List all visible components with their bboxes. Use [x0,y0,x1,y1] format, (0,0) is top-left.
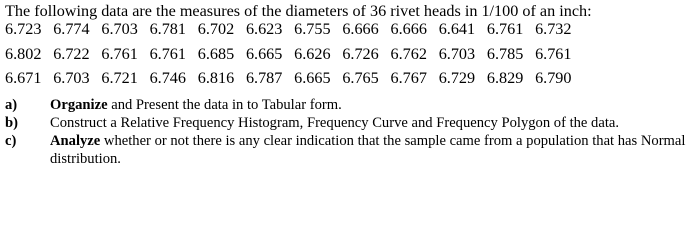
task-text [50,114,695,132]
data-value: 6.765 [342,69,379,87]
data-value: 6.703 [438,45,476,63]
data-value: 6.785 [486,45,524,63]
data-value: 6.623 [245,20,283,38]
task-keyword: Analyze [50,133,101,149]
task-item [5,132,695,168]
data-value: 6.732 [535,20,572,38]
task-description: whether or not there is any clear indication that the sample came from a population that has Normal distribution. [50,133,686,167]
data-value: 6.816 [197,69,235,87]
task-keyword: Organize [50,97,108,113]
data-value: 6.722 [53,45,90,63]
data-value: 6.787 [245,69,283,87]
task-marker: c) [5,133,17,149]
intro-text: The following data are the measures of the diameters of 36 rivet heads in 1/100 of an inch: [5,2,592,20]
data-value: 6.790 [535,69,572,87]
data-value: 6.665 [245,45,283,63]
data-value: 6.703 [101,20,138,38]
data-value: 6.829 [486,69,524,87]
data-value: 6.774 [53,20,90,38]
task-item [5,114,695,132]
data-value: 6.761 [535,45,572,63]
data-value: 6.723 [5,20,42,38]
data-value: 6.626 [294,45,331,63]
data-row [5,68,583,88]
task-list [5,96,695,168]
data-row [5,44,583,64]
data-value: 6.761 [149,45,186,63]
task-text [50,132,695,168]
task-marker: a) [5,97,18,113]
data-value: 6.666 [342,20,379,38]
data-value: 6.762 [390,45,427,63]
data-value: 6.761 [486,20,524,38]
task-description: and Present the data in to Tabular form. [107,97,342,113]
data-value: 6.755 [294,20,331,38]
data-value: 6.685 [197,45,235,63]
data-value: 6.703 [53,69,90,87]
data-value: 6.671 [5,69,42,87]
data-value: 6.721 [101,69,138,87]
data-value: 6.767 [390,69,427,87]
task-description: Construct a Relative Frequency Histogram, Frequency Curve and Frequency Polygon of the data. [50,115,620,131]
task-marker: b) [5,115,18,131]
data-value: 6.729 [438,69,476,87]
task-item [5,96,695,114]
data-value: 6.641 [438,20,476,38]
data-value: 6.702 [197,20,235,38]
data-row [5,19,583,39]
data-value: 6.761 [101,45,138,63]
data-value: 6.726 [342,45,379,63]
task-text [50,96,695,114]
data-value: 6.802 [5,45,42,63]
data-value: 6.666 [390,20,427,38]
data-value: 6.746 [149,69,186,87]
data-value: 6.781 [149,20,186,38]
data-value: 6.665 [294,69,331,87]
